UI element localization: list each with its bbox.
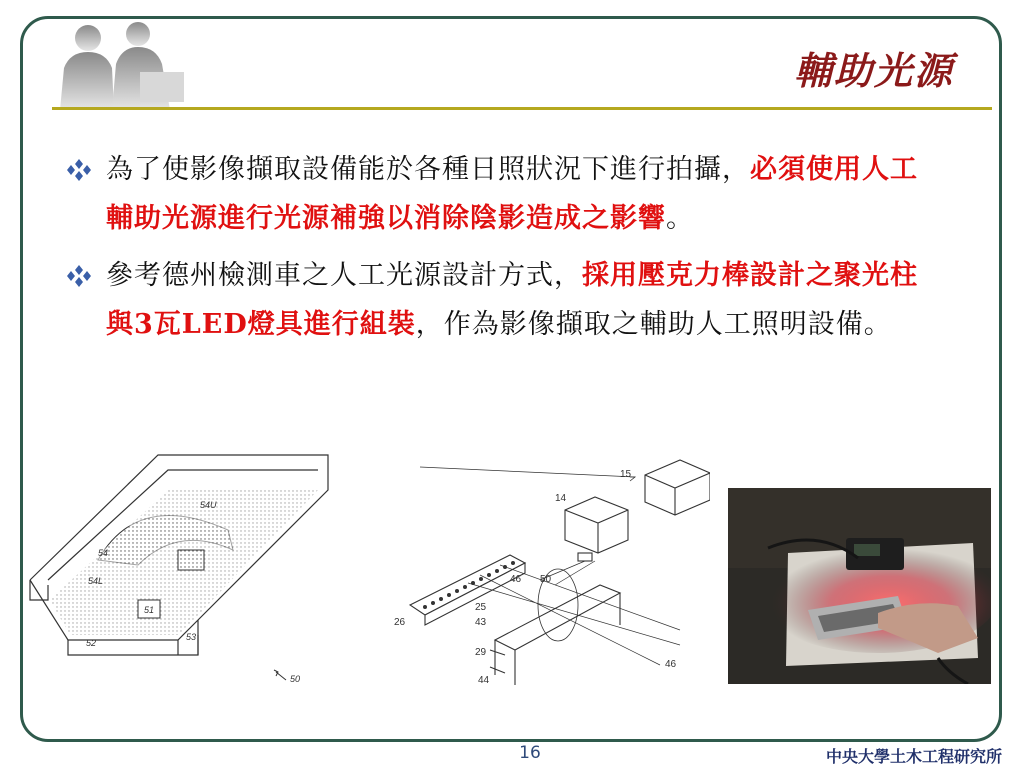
- light-housing-drawing: [28, 450, 330, 690]
- bullet-highlight: 必須使用人工輔助光源進行光源補強以消除陰影造成之影響: [106, 154, 918, 234]
- fig-label: 44: [478, 675, 490, 686]
- fig-label: 53: [186, 632, 197, 642]
- bullet-text-end: 。: [666, 203, 694, 234]
- footer-institution: 中央大學土木工程研究所: [825, 747, 1002, 766]
- people-silhouette-logo: [40, 20, 190, 110]
- bullet-item-1: [64, 145, 944, 243]
- bullet-text: 參考德州檢測車之人工光源設計方式，: [106, 260, 582, 291]
- fig-label: 54: [98, 548, 109, 558]
- fig-label: 15: [620, 469, 632, 480]
- fig-label: 50: [540, 574, 552, 585]
- title-divider: [52, 107, 992, 110]
- camera-led-rail-drawing: [380, 455, 710, 690]
- bullet-item-2: [64, 251, 944, 349]
- bullet-text: 為了使影像擷取設備能於各種日照狀況下進行拍攝，: [106, 154, 750, 185]
- fig-label: 46: [665, 659, 677, 670]
- slide-title: 輔助光源: [793, 48, 954, 93]
- fig-label: 54L: [88, 576, 104, 586]
- fig-label: 51: [144, 605, 155, 615]
- fig-label: 25: [475, 602, 487, 613]
- fig-label: 54U: [200, 500, 217, 510]
- fig-label: 52: [86, 638, 97, 648]
- led-prototype-photo: [728, 488, 991, 684]
- bullet-text-end: ，作為影像擷取之輔助人工照明設備。: [415, 309, 892, 340]
- fig-label: 50: [290, 674, 301, 684]
- fig-label: 14: [555, 493, 567, 504]
- fig-label: 26: [394, 617, 406, 628]
- page-number: 16: [519, 743, 541, 763]
- fig-label: 46: [510, 574, 522, 585]
- fig-label: 29: [475, 647, 487, 658]
- bullet-list: [64, 145, 944, 357]
- bullet-highlight: 採用壓克力棒設計之聚光柱與3瓦LED燈具進行組裝: [106, 260, 918, 340]
- four-diamond-bullet-icon: [64, 264, 94, 288]
- four-diamond-bullet-icon: [64, 158, 94, 182]
- fig-label: 43: [475, 617, 487, 628]
